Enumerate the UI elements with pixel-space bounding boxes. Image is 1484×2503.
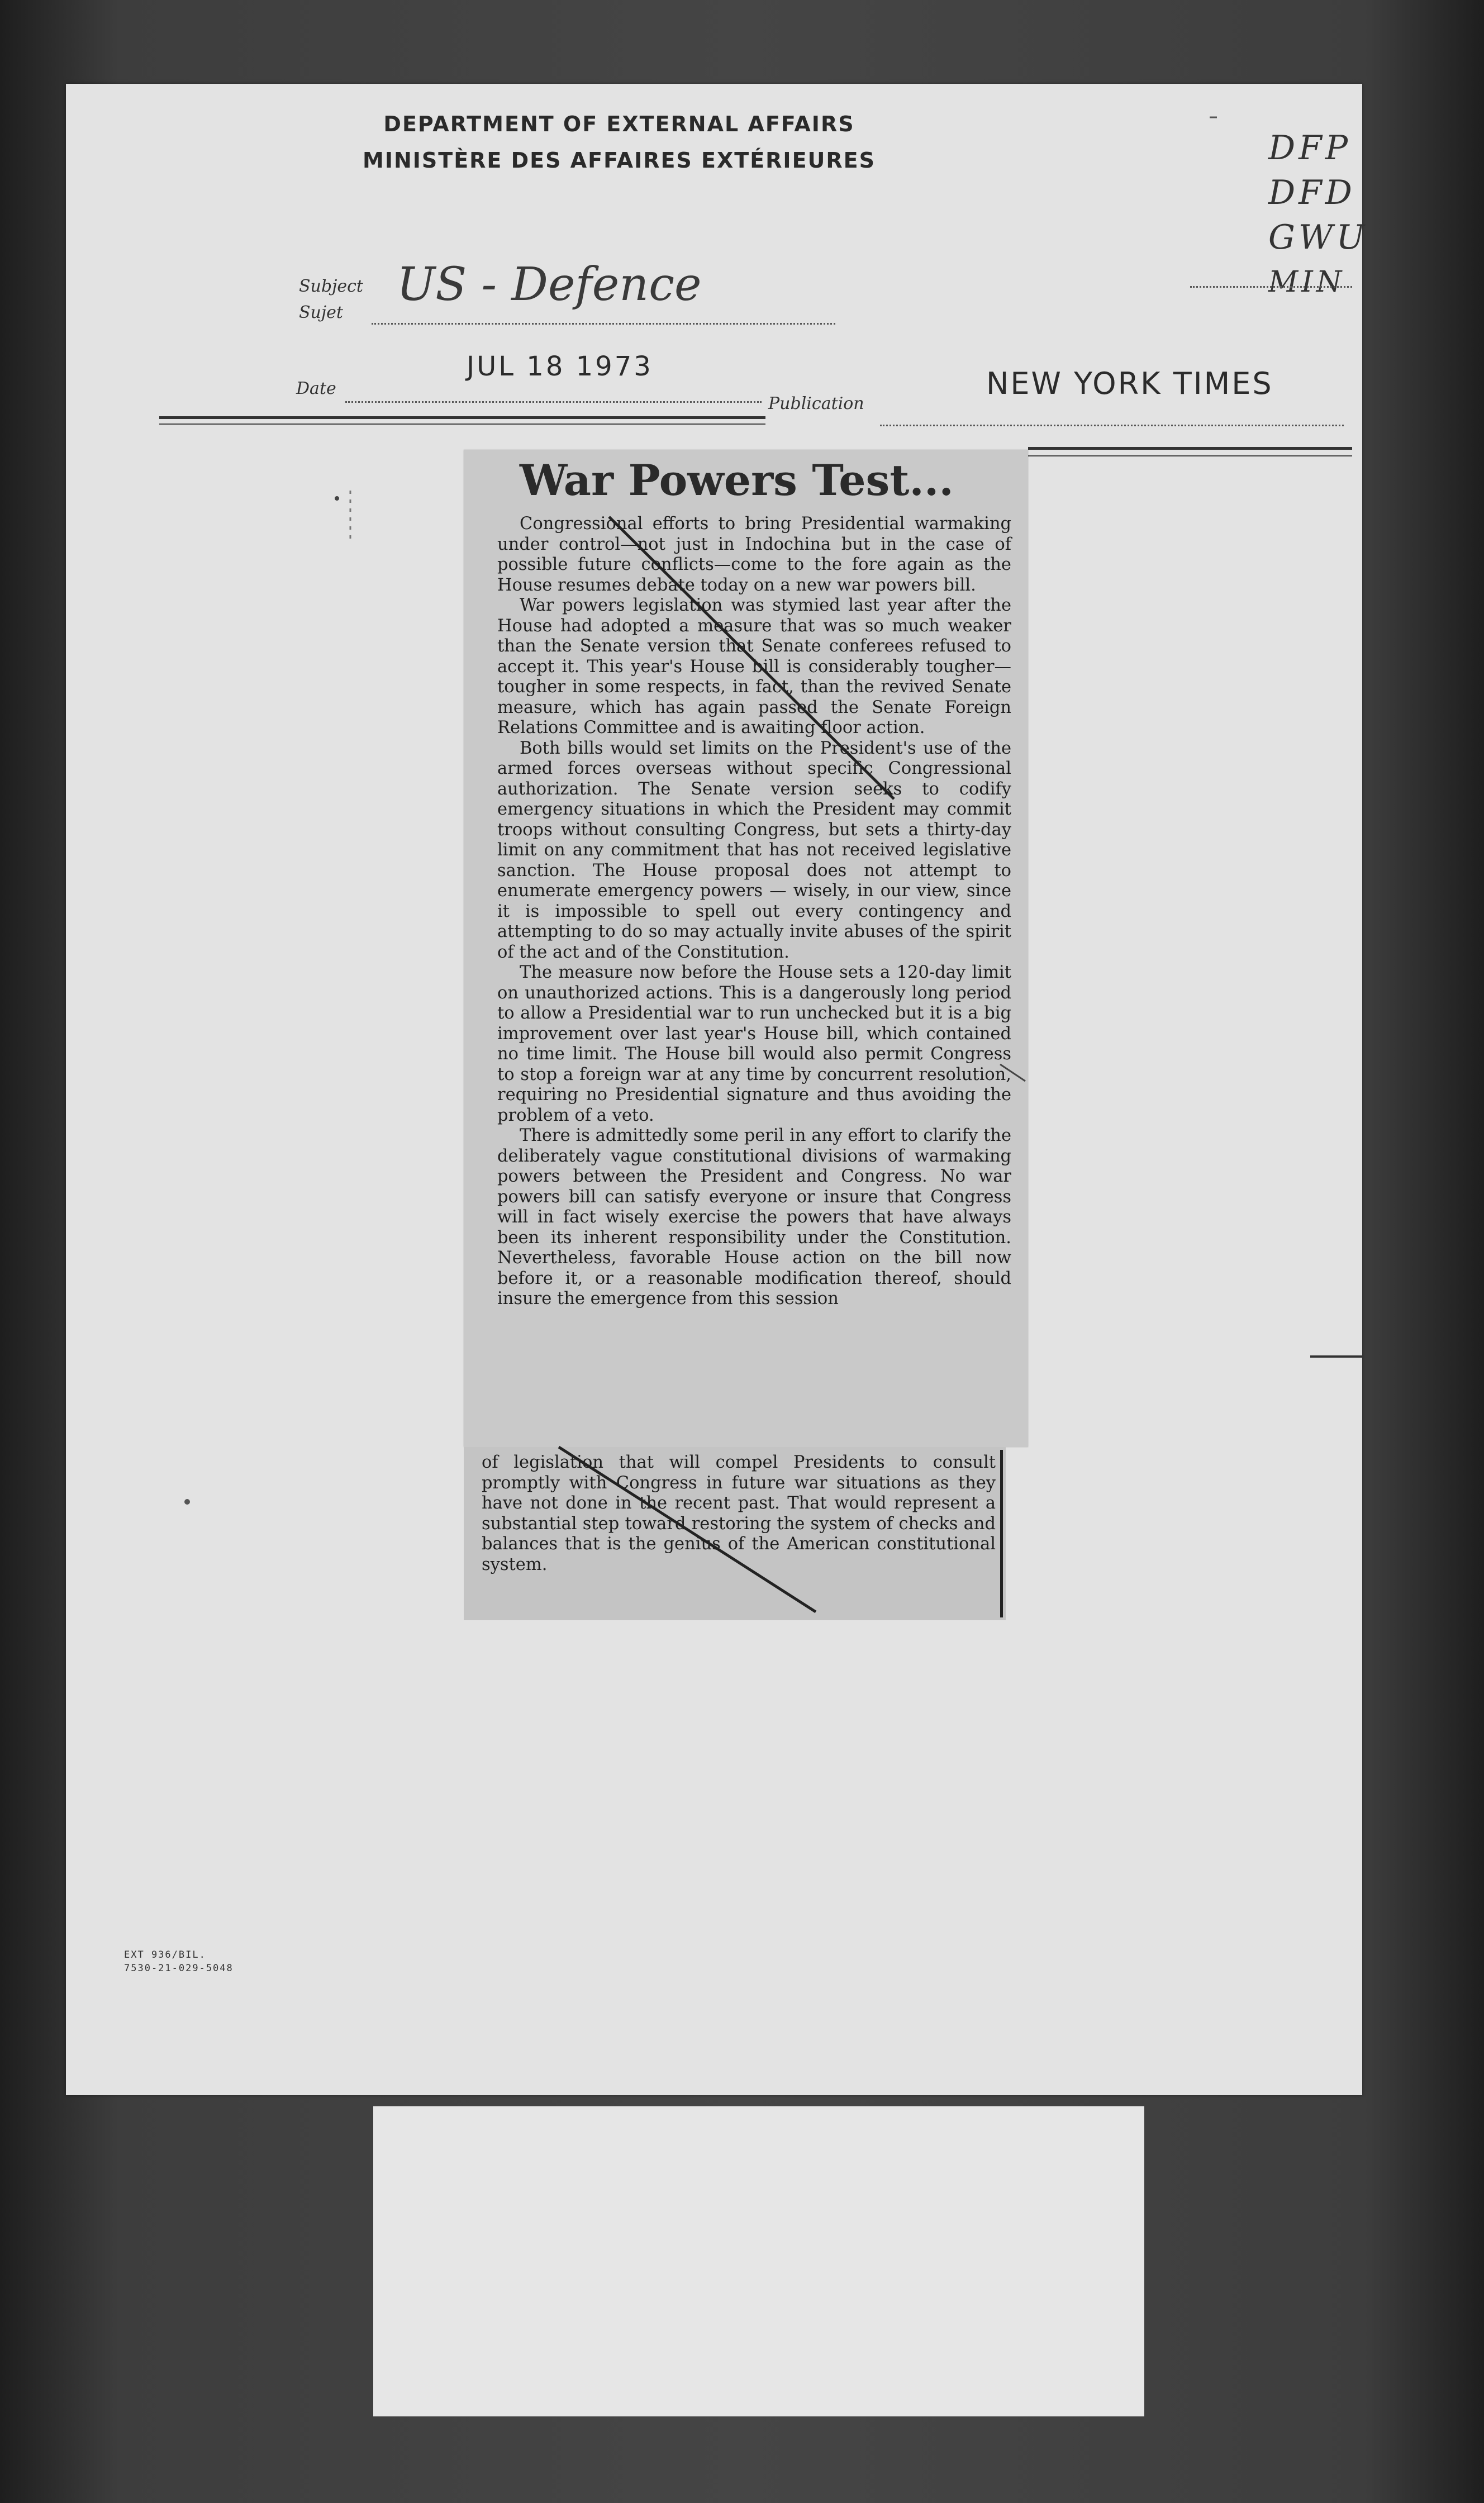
- publication-label: Publication: [768, 394, 864, 413]
- form-code-line-2: 7530-21-029-5048: [124, 1963, 234, 1974]
- routing-line-3: GWU: [1268, 218, 1368, 257]
- pen-tick: [1000, 1064, 1025, 1081]
- form-code-line-1: EXT 936/BIL.: [124, 1949, 206, 1960]
- subject-label-fr: Sujet: [299, 303, 343, 322]
- subject-label: Subject: [299, 277, 363, 296]
- routing-line-1: DFP: [1268, 129, 1352, 168]
- date-label: Date: [296, 379, 336, 398]
- routing-line-2: DFD: [1268, 173, 1355, 212]
- department-name-fr: MINISTÈRE DES AFFAIRES EXTÉRIEURES: [363, 148, 876, 173]
- article-continuation-text: of legislation that will compel Presidents to consult promptly with Congress in future war situations as they have not done in the recent past. That would represent a substantial step toward restoring the system of checks and balances that is the genius of the American constitutional system.: [482, 1453, 996, 1574]
- article-paragraph: There is admittedly some peril in any effort to clarify the deliberately vague constitutional divisions of warmaking powers between the President and Congress. No war powers bill can satisfy everyone or insure that Congress will in fact wisely exercise the powers that have always been its inherent responsibility under the Constitution. Nevertheless, favorable House action on the bill now before it, or a reasonable modification thereof, should insure the emergence from this session: [497, 1126, 1011, 1308]
- article-paragraph: The measure now before the House sets a 120-day limit on unauthorized actions. This is a dangerously long period to allow a Presidential war to run unchecked but it is a big improvement over last year's House bill, which contained no time limit. The House bill would also permit Congress to stop a foreign war at any time by concurrent resolution, requiring no Presidential signature and thus avoiding the problem of a veto.: [497, 963, 1011, 1125]
- date-value: JUL 18 1973: [467, 351, 653, 382]
- publication-value: NEW YORK TIMES: [986, 366, 1273, 401]
- scan-speck: [335, 496, 339, 501]
- subject-value: US - Defence: [397, 258, 702, 311]
- article-paragraph: Both bills would set limits on the President's use of the armed forces overseas without specific Congressional authorization. The Senate version seeks to codify emergency situations in which the President may commit troops without consulting Congress, but sets a thirty-day limit on any commitment that has not received legislative sanction. The House proposal does not attempt to enumerate emergency powers — wisely, in our view, since it is impossible to spell out every contingency and attempting to do so may actually invite abuses of the spirit of the act and of the Constitution.: [497, 738, 1011, 962]
- department-name-en: DEPARTMENT OF EXTERNAL AFFAIRS: [383, 112, 855, 136]
- scan-speck: [184, 1499, 190, 1505]
- article-paragraph: War powers legislation was stymied last year after the House had adopted a measure that was so much weaker than the Senate version that Senate conferees refused to accept it. This year's House bill is considerably tougher—tougher in some respects, in fact, than the revived Senate measure, which has again passed the Senate Foreign Relations Committee and is awaiting floor action.: [497, 596, 1011, 737]
- strike-line: [559, 1447, 816, 1612]
- article-paragraph: Congressional efforts to bring Presidential warmaking under control—not just in Indochina but in the case of possible future conflicts—come to the fore again as the House resumes debate today on a new war powers bill.: [497, 514, 1011, 595]
- article-title: War Powers Test...: [520, 455, 954, 505]
- routing-line-4: MIN: [1268, 265, 1345, 299]
- strike-line: [609, 517, 894, 799]
